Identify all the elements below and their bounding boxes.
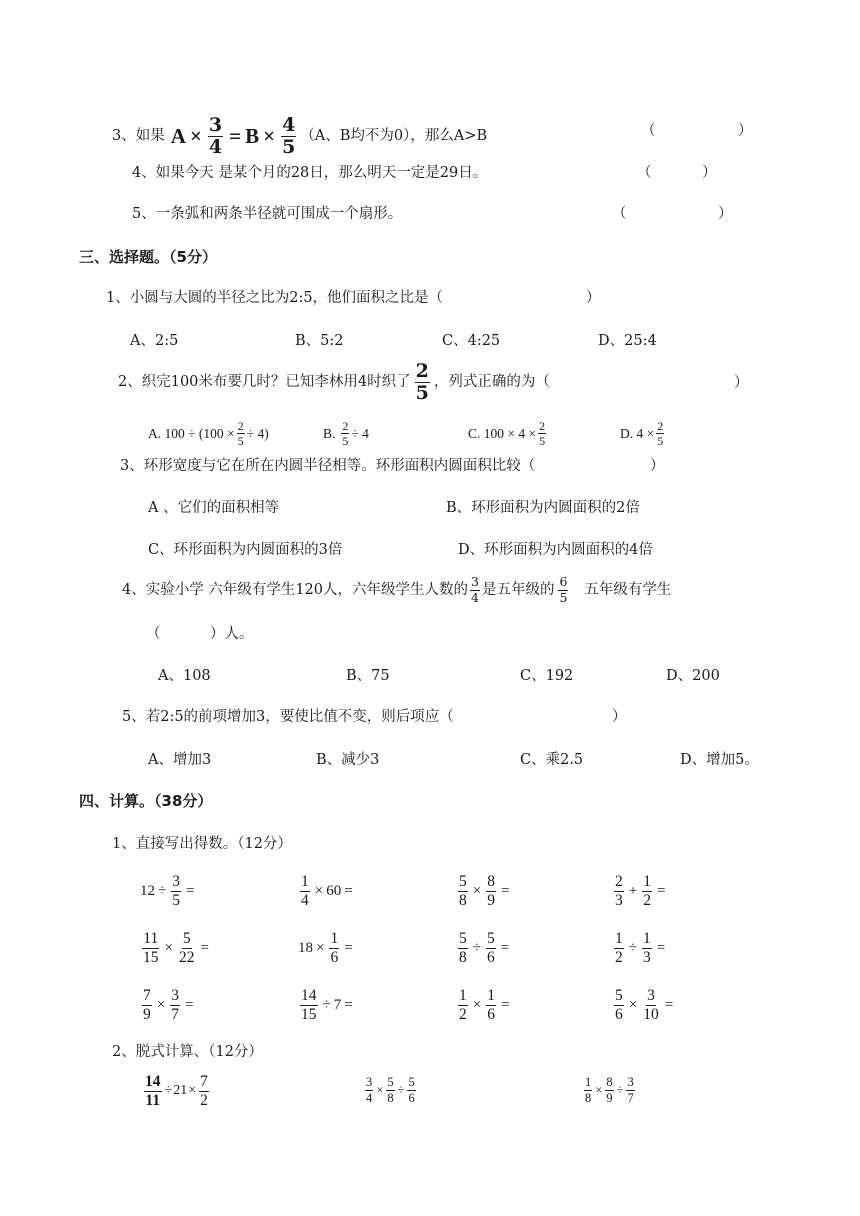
calc-item[interactable]: $\frac{7}{9}$ × $\frac{3}{7}$ = <box>143 987 194 1023</box>
judge-q3 <box>112 116 487 157</box>
calc-item[interactable]: $\frac{5}{6}$ × $\frac{3}{10}$ = <box>615 987 674 1023</box>
calc-sub1-title: 1、直接写出得数。（12分） <box>112 836 292 852</box>
judge-q5: 5、一条弧和两条半径就可围成一个扇形。 <box>132 206 403 222</box>
choice-q2-text: 2、织完100米布要几时？已知李林用4时织了 <box>118 374 411 391</box>
choice-q2 <box>118 362 550 403</box>
times-sign: × <box>189 124 202 148</box>
fraction-2-5: $\frac{2}{5}$ <box>237 419 244 448</box>
judge-q3-prefix: 3、如果 <box>112 128 165 145</box>
step-calc-item[interactable]: $\frac{1}{8}$ × $\frac{8}{9}$ ÷ $\frac{3}{7}$ <box>585 1075 634 1105</box>
choice-q4 <box>122 576 671 604</box>
option-b[interactable]: B. $\frac{2}{5}$ ÷ 4 <box>323 419 369 448</box>
fraction-3-4: $\frac{3}{4}$ <box>208 114 223 158</box>
option-d[interactable]: D、200 <box>666 668 720 684</box>
calc-item[interactable]: 12 ÷ $\frac{3}{5}$ = <box>140 873 195 909</box>
option-b[interactable]: B、75 <box>346 668 390 684</box>
option-b[interactable]: B、5:2 <box>295 333 344 349</box>
answer-paren-close[interactable]: ） <box>734 375 749 391</box>
fraction-2-5: $\frac{2}{5}$ <box>539 419 546 448</box>
option-c[interactable]: C. 100 × 4 × $\frac{2}{5}$ <box>468 419 546 448</box>
answer-paren-close[interactable]: ） <box>702 165 717 181</box>
choice-q1: 1、小圆与大圆的半径之比为2:5，他们面积之比是（ <box>106 290 444 306</box>
times-sign: × <box>263 124 276 148</box>
fraction-2-5: $\frac{2}{5}$ <box>342 419 349 448</box>
judge-q4: 4、如果今天 是某个月的28日，那么明天一定是29日。 <box>132 165 488 181</box>
option-a[interactable]: A、2:5 <box>130 333 179 349</box>
option-d[interactable]: D. 4 × $\frac{2}{5}$ <box>620 419 664 448</box>
answer-paren-open[interactable]: （ <box>637 165 652 181</box>
choice-q5: 5、若2:5的前项增加3，要使比值不变，则后项应（ <box>122 709 454 725</box>
fraction-2-5: $\frac{2}{5}$ <box>657 419 664 448</box>
fraction-6-5: $\frac{6}{5}$ <box>559 574 568 605</box>
choice-q4-text-after: 五年级有学生 <box>584 581 672 598</box>
section4-title: 四、计算。（38分） <box>79 792 213 810</box>
calc-item[interactable]: $\frac{1}{2}$ ÷ $\frac{1}{3}$ = <box>615 930 666 966</box>
calc-item[interactable]: $\frac{5}{8}$ ÷ $\frac{5}{6}$ = <box>459 930 510 966</box>
fraction-4-5: $\frac{4}{5}$ <box>282 114 296 158</box>
answer-paren-close[interactable]: ） <box>718 206 733 222</box>
choice-q4-text-mid: 是五年级的 <box>481 581 555 598</box>
equals-sign: = <box>229 124 242 148</box>
calc-item[interactable]: $\frac{2}{3}$ + $\frac{1}{2}$ = <box>615 873 666 909</box>
calc-item[interactable]: $\frac{11}{15}$ × $\frac{5}{22}$ = <box>143 930 209 966</box>
judge-q3-suffix: （A、B均不为0），那么A>B <box>300 128 488 145</box>
answer-paren-close[interactable]: ） <box>586 290 601 306</box>
step-calc-item[interactable]: $\frac{3}{4}$ × $\frac{5}{8}$ ÷ $\frac{5}{6}$ <box>366 1075 415 1105</box>
letter-b: B <box>245 124 260 148</box>
choice-q4-text: 4、实验小学 六年级有学生120人，六年级学生人数的 <box>122 581 469 598</box>
answer-paren-close[interactable]: ） <box>738 123 753 139</box>
option-a[interactable]: A 、它们的面积相等 <box>148 500 280 516</box>
option-b[interactable]: B、减少3 <box>316 752 380 768</box>
fraction-2-5: $\frac{2}{5}$ <box>415 360 429 404</box>
letter-a: A <box>170 124 186 148</box>
choice-q3: 3、环形宽度与它在所在内圆半径相等。环形面积内圆面积比较（ <box>120 458 536 474</box>
option-d[interactable]: D、增加5。 <box>680 752 759 768</box>
answer-paren-open[interactable]: （ <box>612 206 627 222</box>
calc-sub2-title: 2、脱式计算、（12分） <box>112 1044 263 1060</box>
choice-q2-text-after: ，列式正确的为（ <box>433 374 550 391</box>
answer-paren-close[interactable]: ）人。 <box>210 626 254 642</box>
option-a[interactable]: A、108 <box>158 668 211 684</box>
option-c[interactable]: C、乘2.5 <box>520 752 584 768</box>
calc-item[interactable]: 18 × $\frac{1}{6}$ = <box>298 930 353 966</box>
answer-paren-open[interactable]: （ <box>641 123 656 139</box>
option-a[interactable]: A、增加3 <box>148 752 212 768</box>
calc-item[interactable]: $\frac{1}{2}$ × $\frac{1}{6}$ = <box>459 987 510 1023</box>
option-c[interactable]: C、192 <box>520 668 574 684</box>
fraction-3-4: $\frac{3}{4}$ <box>471 574 479 605</box>
option-b[interactable]: B、环形面积为内圆面积的2倍 <box>446 500 640 516</box>
option-a[interactable]: A. 100 ÷ (100 × $\frac{2}{5}$ ÷ 4) <box>148 419 269 448</box>
calc-item[interactable]: $\frac{5}{8}$ × $\frac{8}{9}$ = <box>459 873 510 909</box>
answer-paren-open[interactable]: （ <box>146 626 161 642</box>
section3-title: 三、选择题。（5分） <box>79 248 217 266</box>
option-d[interactable]: D、25:4 <box>598 333 657 349</box>
calc-item[interactable]: $\frac{1}{4}$ × 60 = <box>301 873 353 909</box>
calc-item[interactable]: $\frac{14}{15}$ ÷ 7 = <box>301 987 353 1023</box>
option-d[interactable]: D、环形面积为内圆面积的4倍 <box>458 542 653 558</box>
option-c[interactable]: C、环形面积为内圆面积的3倍 <box>148 542 343 558</box>
answer-paren-close[interactable]: ） <box>612 709 627 725</box>
answer-paren-close[interactable]: ） <box>650 458 665 474</box>
step-calc-item[interactable]: $\frac{14}{11}$ ÷ 21 × $\frac{7}{2}$ <box>145 1073 208 1109</box>
option-c[interactable]: C、4:25 <box>442 333 501 349</box>
